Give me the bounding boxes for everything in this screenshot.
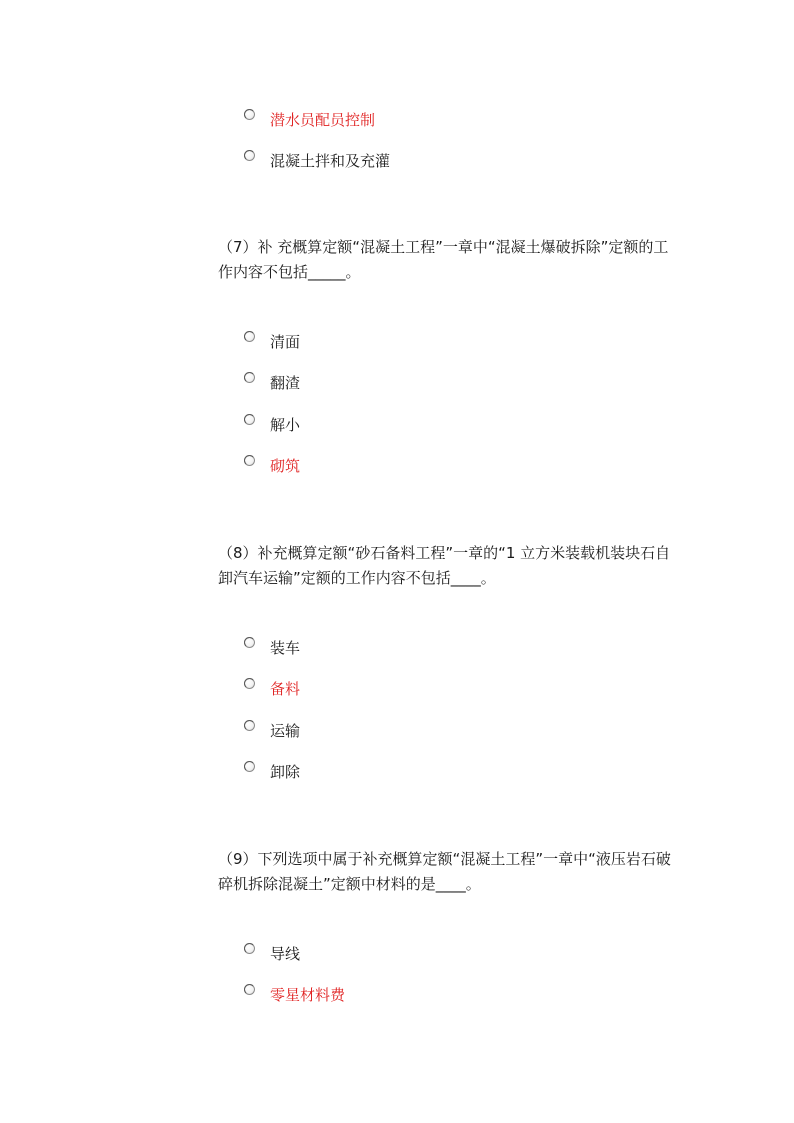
- option-label: 砌筑: [270, 457, 301, 475]
- radio-button[interactable]: [244, 984, 255, 995]
- question-text: （7）补 充概算定额“混凝土工程”一章中“混凝土爆破拆除”定额的工作内容不包括_____。: [218, 238, 669, 281]
- radio-button[interactable]: [244, 150, 255, 161]
- question-text: （8）补充概算定额“砂石备料工程”一章的“1 立方米装载机装块石自卸汽车运输”定额的工作内容不包括____。: [218, 544, 671, 587]
- option-label: 解小: [270, 416, 301, 434]
- radio-button[interactable]: [244, 637, 255, 648]
- option-label: 潜水员配员控制: [270, 111, 376, 129]
- option-label: 备料: [270, 680, 301, 698]
- radio-button[interactable]: [244, 109, 255, 120]
- option-label: 清面: [270, 333, 301, 351]
- question-text: （9）下列选项中属于补充概算定额“混凝土工程”一章中“液压岩石破碎机拆除混凝土”定额中材料的是____。: [218, 850, 671, 893]
- radio-button[interactable]: [244, 720, 255, 731]
- radio-button[interactable]: [244, 761, 255, 772]
- option-row[interactable]: [244, 414, 300, 438]
- radio-button[interactable]: [244, 678, 255, 689]
- radio-button[interactable]: [244, 455, 255, 466]
- option-row[interactable]: [244, 331, 300, 355]
- option-row[interactable]: [244, 109, 375, 133]
- option-label: 导线: [270, 945, 301, 963]
- option-row[interactable]: [244, 761, 300, 785]
- option-label: 零星材料费: [270, 986, 346, 1004]
- option-label: 卸除: [270, 763, 301, 781]
- radio-button[interactable]: [244, 372, 255, 383]
- option-row[interactable]: [244, 150, 390, 174]
- radio-button[interactable]: [244, 331, 255, 342]
- option-label: 混凝土拌和及充灌: [270, 152, 391, 170]
- option-row[interactable]: [244, 720, 300, 744]
- option-row[interactable]: [244, 372, 300, 396]
- option-row[interactable]: [244, 943, 300, 967]
- option-row[interactable]: [244, 637, 300, 661]
- option-label: 装车: [270, 639, 301, 657]
- option-label: 运输: [270, 722, 301, 740]
- radio-button[interactable]: [244, 943, 255, 954]
- option-row[interactable]: [244, 455, 300, 479]
- option-row[interactable]: [244, 678, 300, 702]
- option-row[interactable]: [244, 984, 345, 1008]
- option-label: 翻渣: [270, 374, 301, 392]
- radio-button[interactable]: [244, 414, 255, 425]
